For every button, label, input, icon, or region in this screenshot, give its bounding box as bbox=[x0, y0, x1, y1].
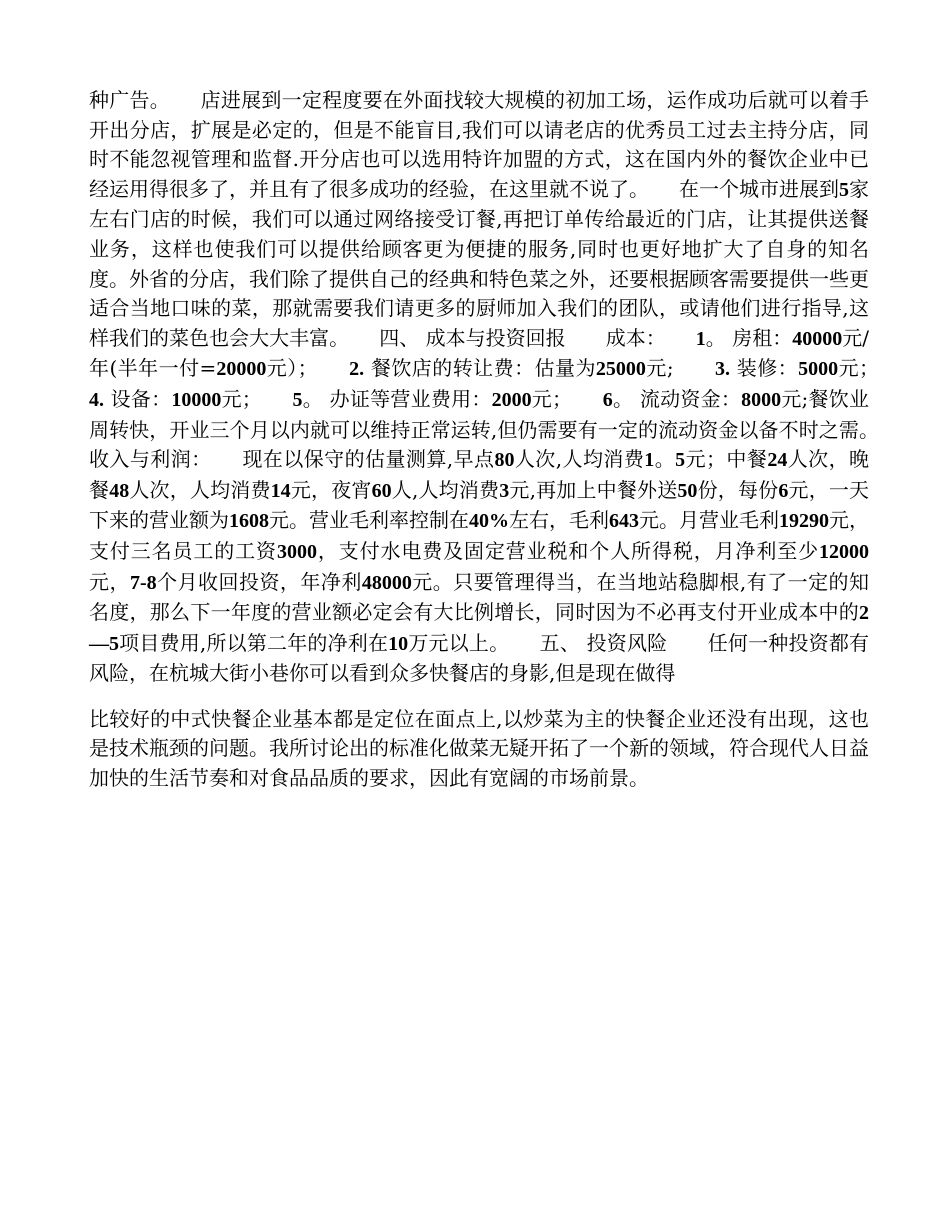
body-paragraph-2: 比较好的中式快餐企业基本都是定位在面点上,以炒菜为主的快餐企业还没有出现，这也是技术瓶颈的问题。我所讨论出的标准化做菜无疑开拓了一个新的领域，符合现代人日益加快的生活节奏和对食品品质的要求，因此有宽阔的市场前景。 bbox=[89, 706, 869, 791]
body-paragraph-1: 种广告。 店进展到一定程度要在外面找较大规模的初加工场，运作成功后就可以着手开出分店，扩展是必定的，但是不能盲目,我们可以请老店的优秀员工过去主持分店，同时不能忽视管理和监督.开分店也可以选用特许加盟的方式，这在国内外的餐饮企业中已经运用得很多了，并且有了很多成功的经验，在这里就不说了。 在一个城市进展到5家左右门店的时候，我们可以通过网络接受订餐,再把订单传给最近的门店，让其提供送餐业务，这样也使我们可以提供给顾客更为便捷的服务,同时也更好地扩大了自身的知名度。外省的分店，我们除了提供自己的经典和特色菜之外，还要根据顾客需要提供一些更适合当地口味的菜，那就需要我们请更多的厨师加入我们的团队，或请他们进行指导,这样我们的菜色也会大大丰富。 四、 成本与投资回报 成本： 1。 房租：40000元/年(半年一付=20000元）； 2. 餐饮店的转让费：估量为25000元; 3. 装修：5000元； 4. 设备：10000元； 5。 办证等营业费用：2000元； 6。 流动资金：8000元;餐饮业周转快，开业三个月以内就可以维持正常运转,但仍需要有一定的流动资金以备不时之需。 收入与利润： 现在以保守的估量测算,早点80人次,人均消费1。5元；中餐24人次，晚餐48人次，人均消费14元，夜宵60人,人均消费3元,再加上中餐外送50份，每份6元，一天下来的营业额为1608元。营业毛利率控制在40%左右，毛利643元。月营业毛利19290元，支付三名员工的工资3000，支付水电费及固定营业税和个人所得税，月净利至少12000元，7-8个月收回投资，年净利48000元。只要管理得当，在当地站稳脚根,有了一定的知名度，那么下一年度的营业额必定会有大比例增长，同时因为不必再支付开业成本中的2—5项目费用,所以第二年的净利在10万元以上。 五、 投资风险 任何一种投资都有风险，在杭城大街小巷你可以看到众多快餐店的身影,但是现在做得 bbox=[89, 88, 910, 686]
document-page bbox=[89, 86, 910, 794]
